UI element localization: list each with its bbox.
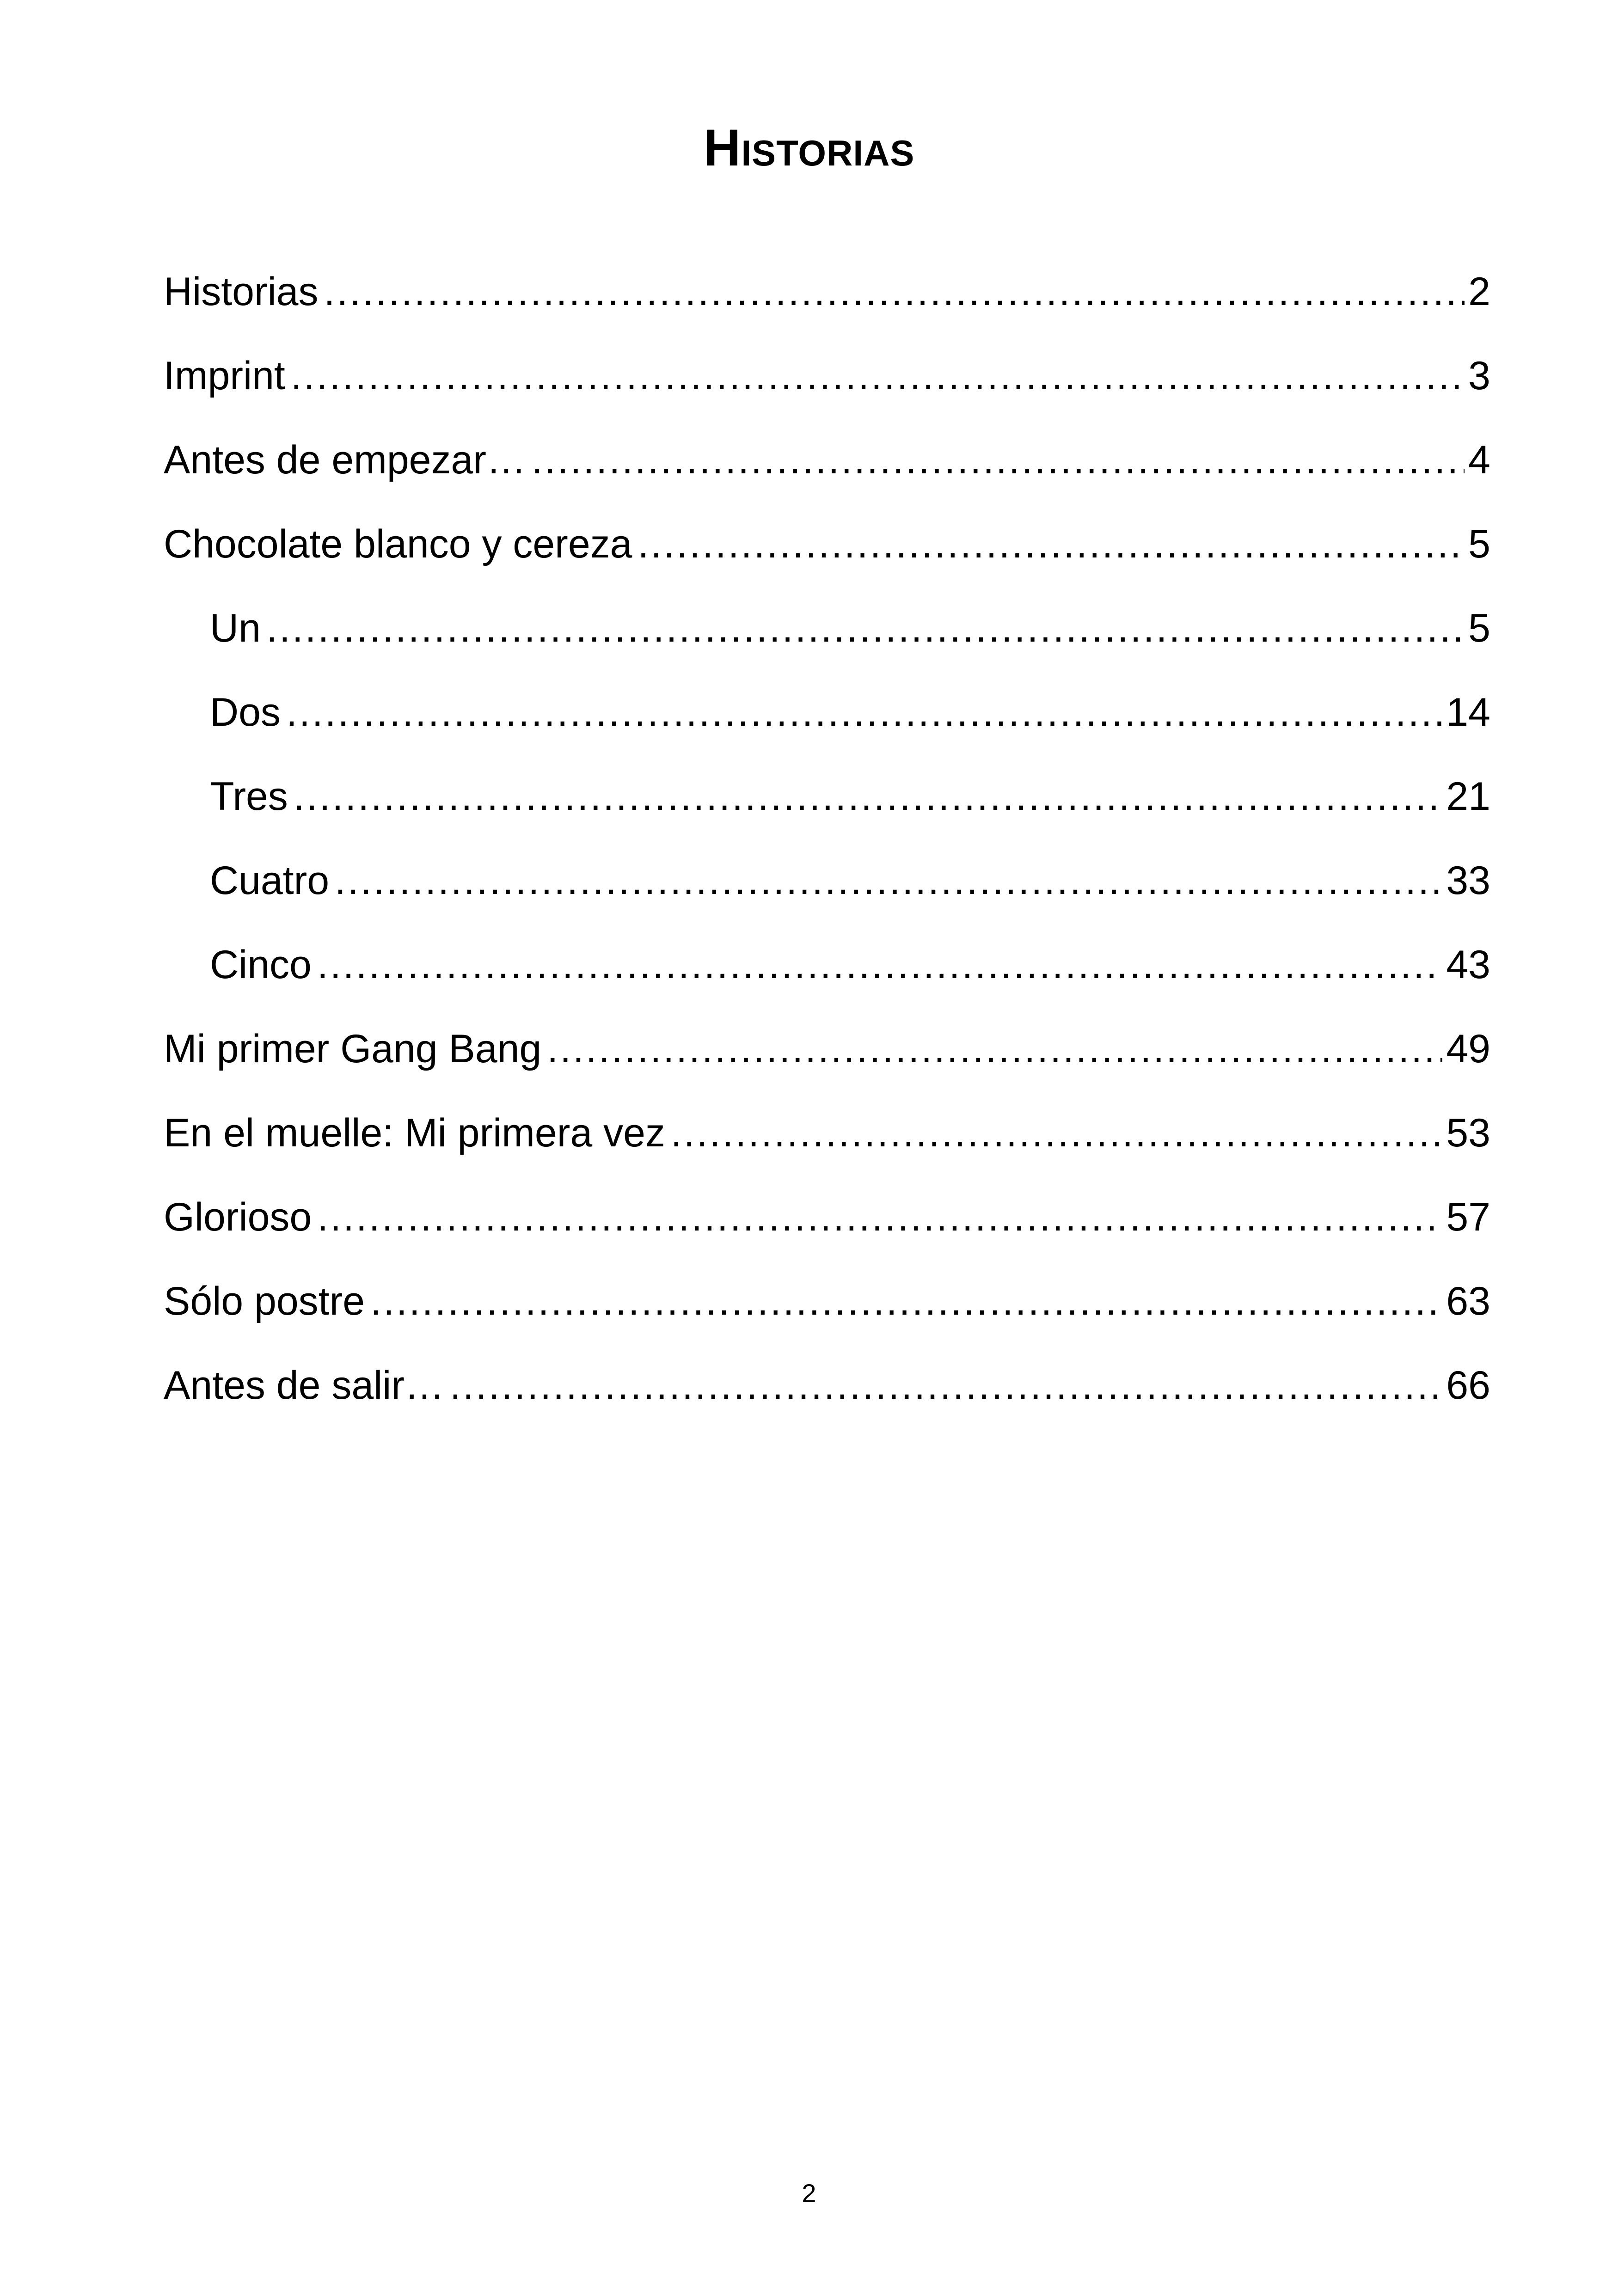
toc-entry-en-el-muelle[interactable] — [164, 1091, 1490, 1175]
dot-leader — [324, 269, 1465, 315]
dot-leader — [547, 1026, 1442, 1072]
dot-leader — [671, 1110, 1442, 1156]
toc-entry-dos[interactable] — [164, 670, 1490, 754]
toc-entry-title: Tres — [210, 773, 294, 820]
toc-entry-page: 21 — [1442, 773, 1490, 820]
toc-entry-page: 57 — [1442, 1194, 1490, 1240]
toc-entry-title: En el muelle: Mi primera vez — [164, 1110, 671, 1156]
toc-entry-cuatro[interactable] — [164, 839, 1490, 923]
toc-entry-chocolate-blanco-y-cereza[interactable] — [164, 502, 1490, 586]
toc-entry-title: Antes de empezar… — [164, 437, 532, 483]
toc-entry-title: Historias — [164, 269, 324, 315]
toc-entry-title: Imprint — [164, 353, 291, 399]
toc-entry-page: 49 — [1442, 1026, 1490, 1072]
toc-entry-tres[interactable] — [164, 754, 1490, 839]
dot-leader — [370, 1278, 1442, 1324]
toc-entry-page: 3 — [1465, 353, 1490, 399]
toc-entry-title: Cuatro — [210, 857, 335, 904]
toc-entry-title: Dos — [210, 689, 286, 735]
toc-entry-page: 5 — [1465, 605, 1490, 651]
dot-leader — [317, 1194, 1442, 1240]
dot-leader — [286, 689, 1442, 735]
toc-entry-page: 2 — [1465, 269, 1490, 315]
toc-entry-mi-primer-gang-bang[interactable] — [164, 1007, 1490, 1091]
table-of-contents — [164, 250, 1490, 1427]
toc-entry-antes-de-salir[interactable] — [164, 1343, 1490, 1427]
toc-entry-solo-postre[interactable] — [164, 1259, 1490, 1343]
toc-entry-antes-de-empezar[interactable] — [164, 418, 1490, 502]
toc-entry-title: Sólo postre — [164, 1278, 370, 1324]
dot-leader — [317, 942, 1442, 988]
toc-entry-title: Cinco — [210, 942, 317, 988]
dot-leader — [266, 605, 1465, 651]
toc-entry-page: 14 — [1442, 689, 1490, 735]
dot-leader — [335, 857, 1442, 904]
toc-entry-cinco[interactable] — [164, 923, 1490, 1007]
page-number: 2 — [802, 2179, 816, 2208]
toc-entry-page: 53 — [1442, 1110, 1490, 1156]
dot-leader — [291, 353, 1465, 399]
toc-entry-page: 4 — [1465, 437, 1490, 483]
toc-entry-title: Glorioso — [164, 1194, 317, 1240]
toc-entry-page: 63 — [1442, 1278, 1490, 1324]
toc-entry-page: 43 — [1442, 942, 1490, 988]
toc-entry-un[interactable] — [164, 586, 1490, 670]
page-title: Historias — [703, 119, 915, 177]
toc-entry-title: Un — [210, 605, 266, 651]
toc-entry-historias[interactable] — [164, 250, 1490, 334]
dot-leader — [637, 521, 1465, 567]
toc-entry-page: 66 — [1442, 1362, 1490, 1408]
toc-entry-glorioso[interactable] — [164, 1175, 1490, 1259]
toc-entry-page: 5 — [1465, 521, 1490, 567]
toc-entry-imprint[interactable] — [164, 334, 1490, 418]
toc-entry-title: Mi primer Gang Bang — [164, 1026, 547, 1072]
toc-entry-title: Antes de salir… — [164, 1362, 450, 1408]
dot-leader — [532, 437, 1465, 483]
toc-entry-page: 33 — [1442, 857, 1490, 904]
toc-entry-title: Chocolate blanco y cereza — [164, 521, 637, 567]
dot-leader — [294, 773, 1443, 820]
dot-leader — [450, 1362, 1442, 1408]
